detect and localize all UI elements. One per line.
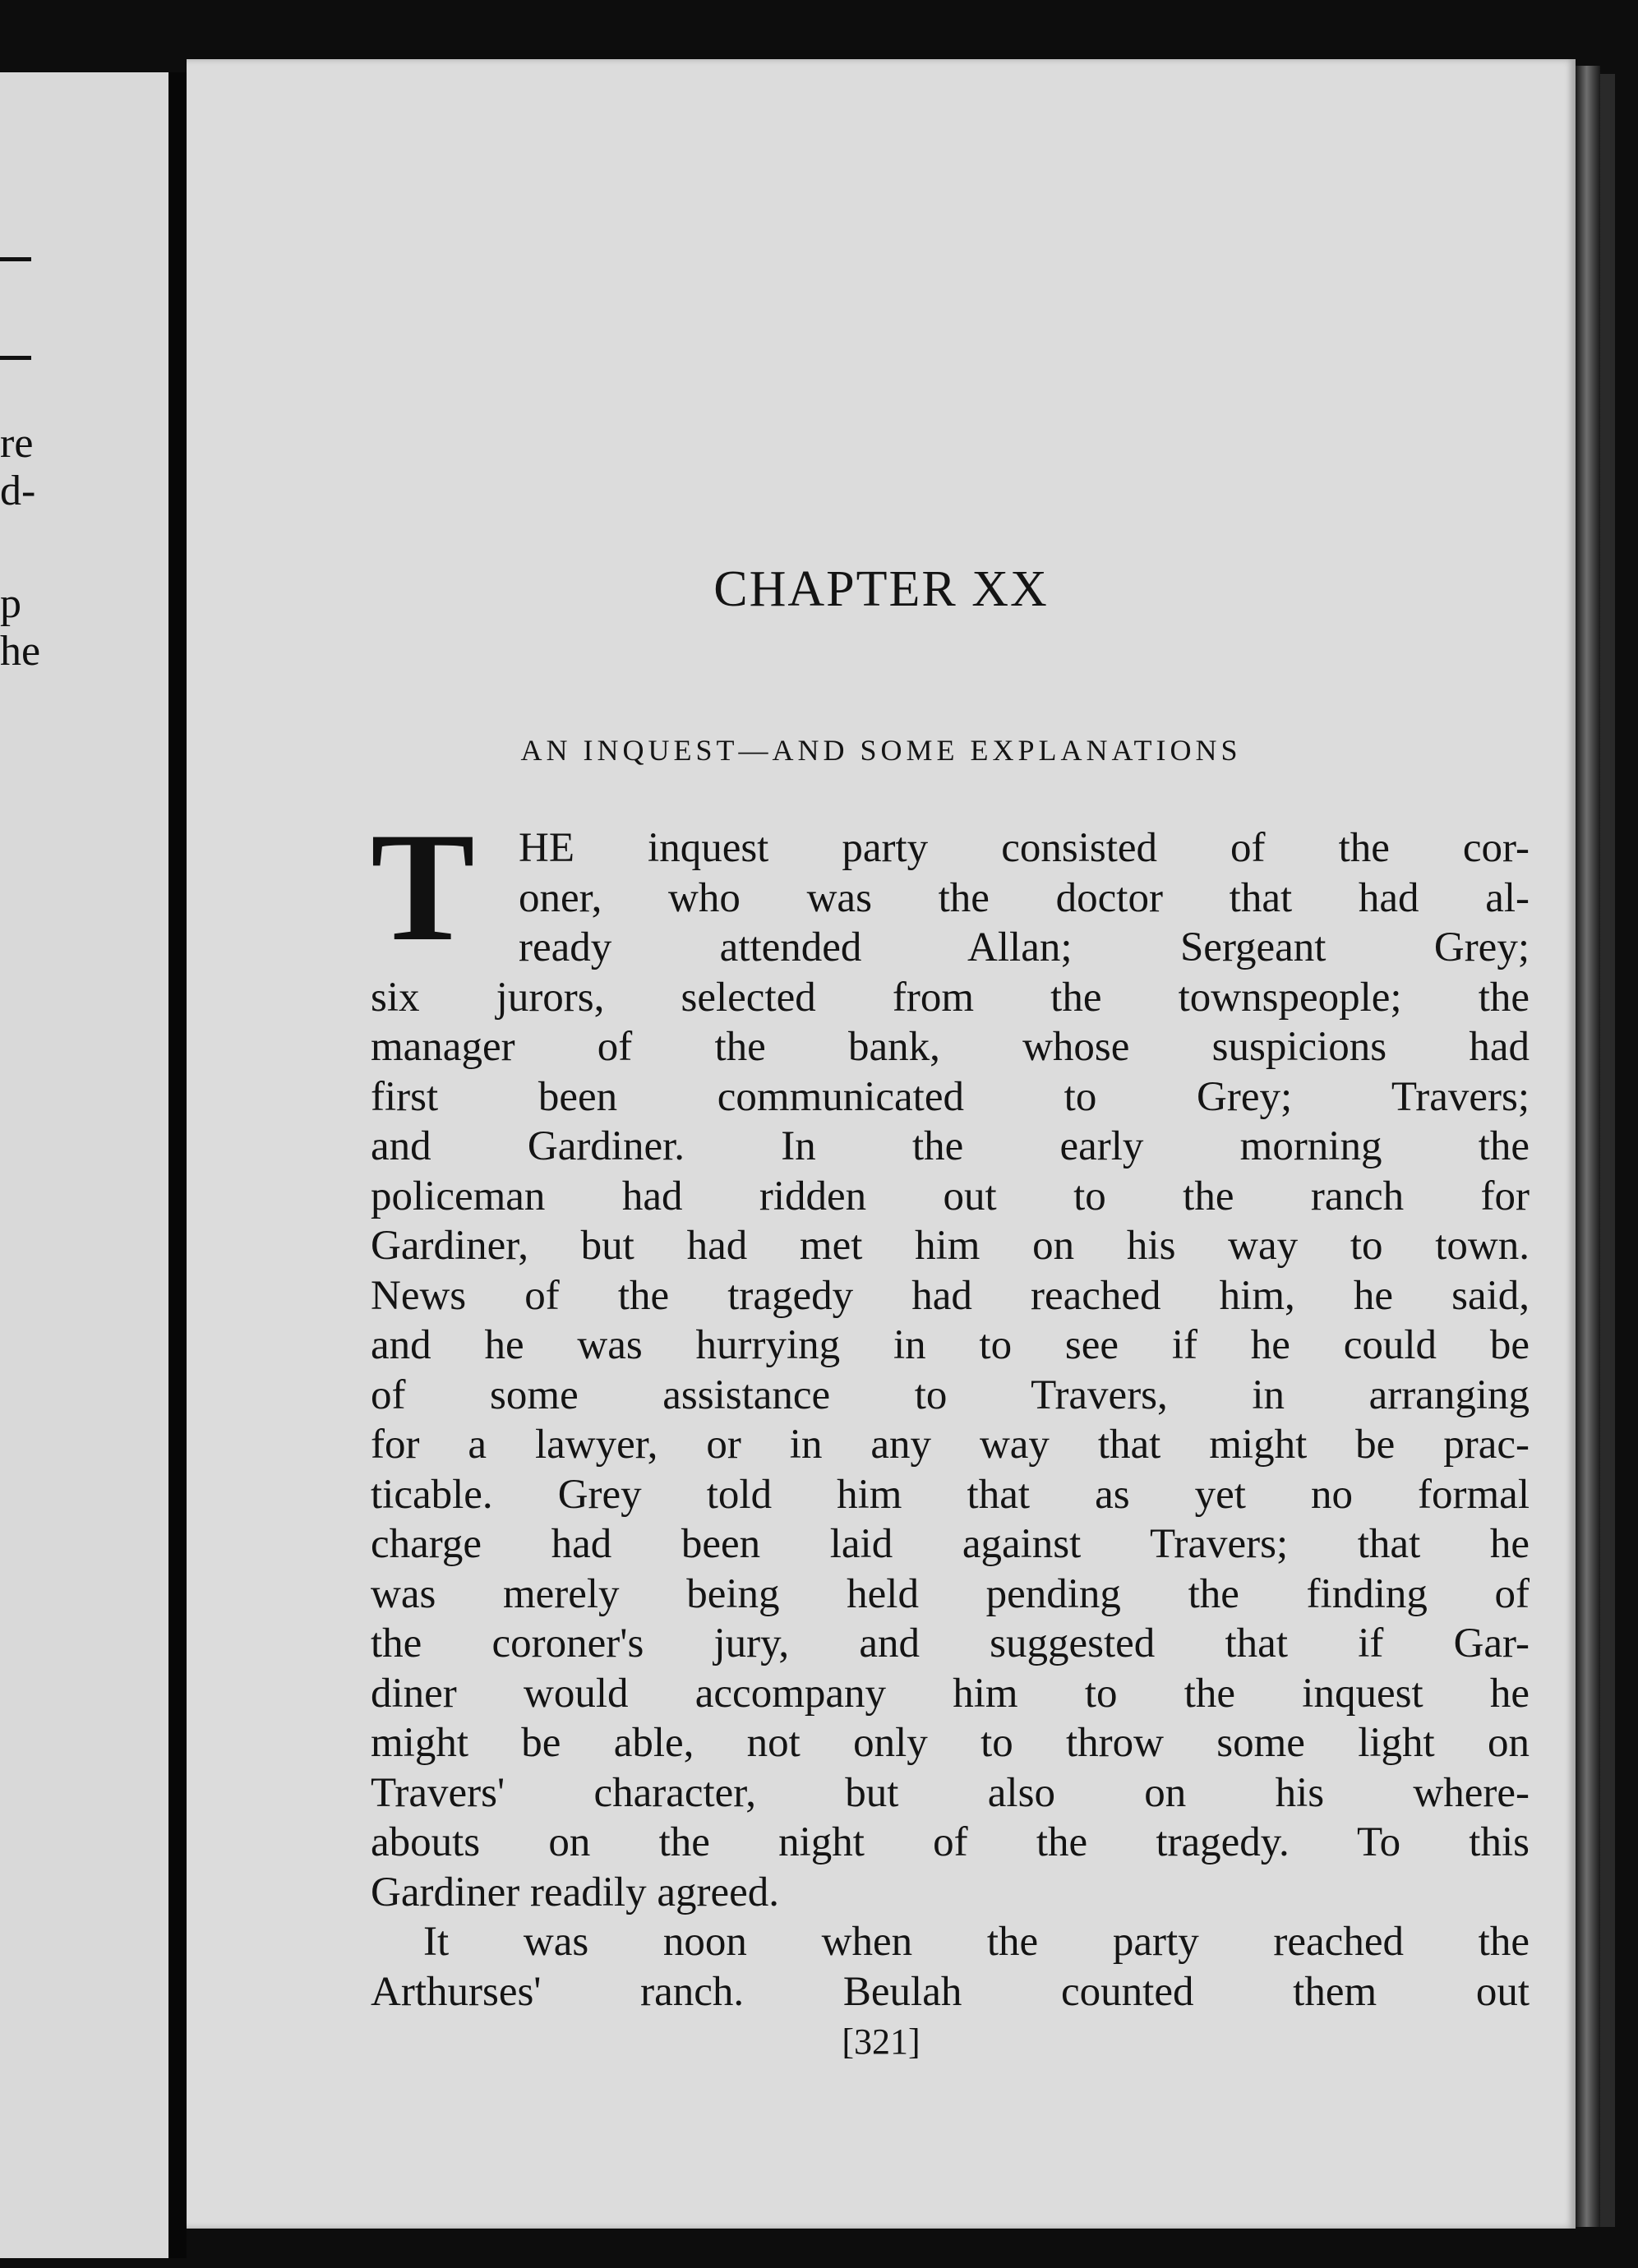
fragment-text: d- xyxy=(0,468,36,514)
facing-page-fragment xyxy=(0,72,168,2258)
body-text xyxy=(371,801,1530,2017)
text-line: Travers' character, but also on his where- xyxy=(371,1769,1530,1816)
text-line: policeman had ridden out to the ranch for xyxy=(371,1173,1530,1219)
page-number: [321] xyxy=(842,2021,921,2062)
text-line: HE inquest party consisted of the cor- xyxy=(519,825,1530,871)
rule-line xyxy=(0,257,31,261)
text-line: Gardiner, but had met him on his way to town. xyxy=(371,1223,1530,1269)
text-line: ready attended Allan; Sergeant Grey; xyxy=(519,924,1530,970)
text-line: of some assistance to Travers, in arranging xyxy=(371,1371,1530,1418)
book-gutter xyxy=(168,72,187,2258)
chapter-subtitle: AN INQUEST—AND SOME EXPLANATIONS xyxy=(520,734,1242,767)
text-line: for a lawyer, or in any way that might be prac- xyxy=(371,1422,1530,1468)
text-line: It was noon when the party reached the xyxy=(423,1919,1530,1965)
text-line: Arthurses' ranch. Beulah counted them out xyxy=(371,1968,1530,2015)
rule-line xyxy=(0,356,31,360)
book-page xyxy=(187,59,1576,2229)
text-line: ticable. Grey told him that as yet no formal xyxy=(371,1471,1530,1518)
fragment-text: re xyxy=(0,420,34,467)
text-line: the coroner's jury, and suggested that if Gar- xyxy=(371,1620,1530,1666)
text-line: first been communicated to Grey; Travers; xyxy=(371,1073,1530,1120)
text-line: abouts on the night of the tragedy. To this xyxy=(371,1819,1530,1865)
text-line: and he was hurrying in to see if he could be xyxy=(371,1322,1530,1368)
text-line: six jurors, selected from the townspeople; the xyxy=(371,974,1530,1021)
text-line: News of the tragedy had reached him, he said, xyxy=(371,1272,1530,1319)
chapter-title: CHAPTER XX xyxy=(713,561,1049,617)
text-line: was merely being held pending the finding of xyxy=(371,1570,1530,1617)
text-line: Gardiner readily agreed. xyxy=(371,1869,779,1915)
text-line: might be able, not only to throw some light on xyxy=(371,1720,1530,1766)
text-line: and Gardiner. In the early morning the xyxy=(371,1123,1530,1169)
text-line: charge had been laid against Travers; that he xyxy=(371,1521,1530,1567)
drop-cap: T xyxy=(371,801,475,974)
page-edge xyxy=(1600,74,1615,2227)
text-line: manager of the bank, whose suspicions had xyxy=(371,1024,1530,1070)
fragment-text: p xyxy=(0,580,21,627)
page-edge xyxy=(1576,66,1600,2227)
text-line: oner, who was the doctor that had al- xyxy=(519,874,1530,921)
fragment-text: he xyxy=(0,628,41,675)
text-line: diner would accompany him to the inquest he xyxy=(371,1670,1530,1717)
